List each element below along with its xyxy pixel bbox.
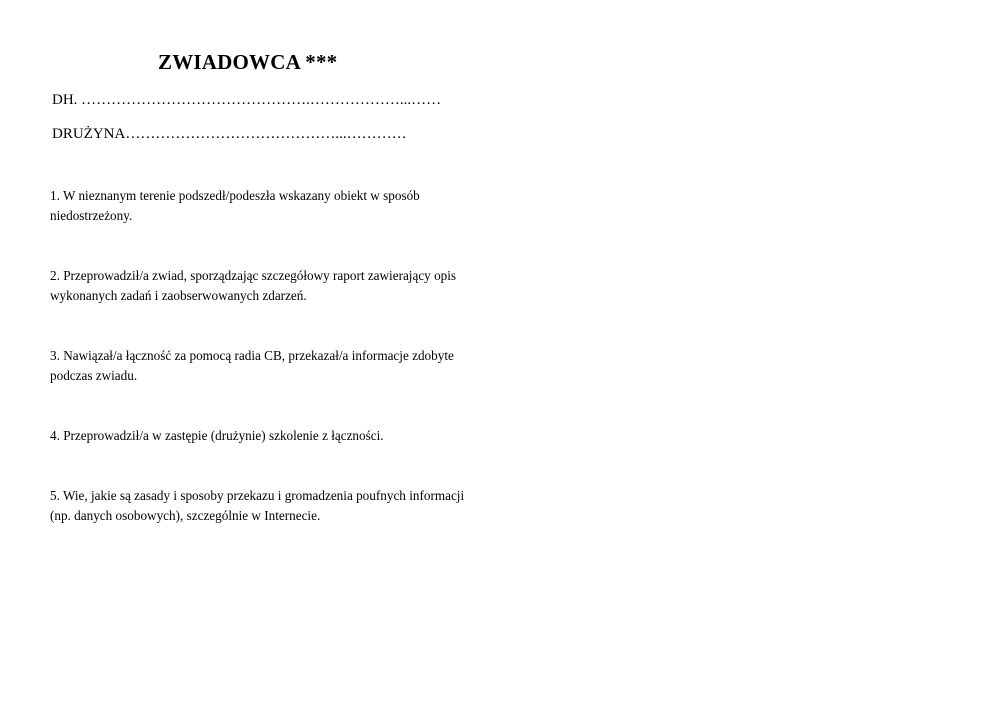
document-title: ZWIADOWCA ***: [158, 50, 338, 74]
criterion-item: 3. Nawiązał/a łączność za pomocą radia CB, przekazał/a informacje zdobyte podczas zwiadu.: [50, 348, 454, 383]
druzyna-field-line: DRUŻYNA……………………………………...…………: [52, 126, 407, 142]
criterion-item: 2. Przeprowadził/a zwiad, sporządzając szczegółowy raport zawierający opis wykonanych zadań i zaobserwowanych zdarzeń.: [50, 268, 457, 303]
criteria-list: [50, 186, 470, 526]
criterion-item: 4. Przeprowadził/a w zastępie (drużynie) szkolenie z łączności.: [50, 428, 384, 443]
criterion-item: 1. W nieznanym terenie podszedł/podeszła wskazany obiekt w sposób niedostrzeżony.: [50, 188, 420, 223]
dh-field-line: DH. ……………………………………….………………...……: [52, 92, 442, 108]
criterion-item: 5. Wie, jakie są zasady i sposoby przekazu i gromadzenia poufnych informacji (np. danych osobowych), szczególnie w Internecie.: [50, 488, 465, 523]
